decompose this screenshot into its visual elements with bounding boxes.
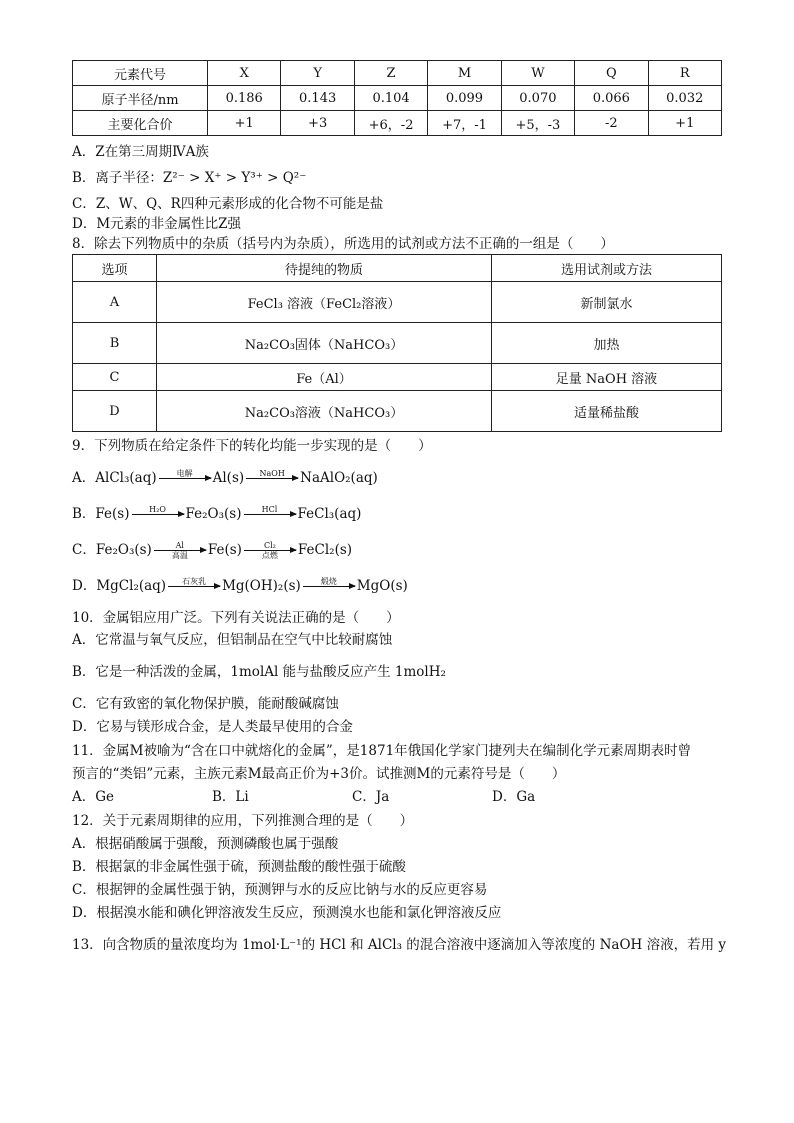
option-label: B． [72, 506, 96, 522]
table-cell: 原子半径/nm [73, 86, 208, 111]
reaction-arrow-icon [246, 469, 298, 488]
q10-option-c: C．它有致密的氧化物保护膜，能耐酸碱腐蚀 [72, 696, 339, 712]
q10-option-a: A．它常温与氧气反应，但铝制品在空气中比较耐腐蚀 [72, 632, 393, 648]
condition: H₂O [149, 505, 166, 514]
table-row [73, 111, 722, 136]
table-cell: Y [281, 61, 354, 86]
reaction-arrow-icon [303, 577, 355, 596]
condition: 石灰乳 [182, 577, 207, 586]
table-cell: Fe（Al） [157, 364, 492, 391]
reaction-arrow-icon [244, 505, 296, 524]
table-cell: 足量 NaOH 溶液 [492, 364, 722, 391]
q11-option-c: C．Ja [352, 789, 390, 805]
table-cell: 0.143 [281, 86, 354, 111]
q11-option-b: B．Li [212, 789, 249, 805]
table-cell: 加热 [492, 323, 722, 364]
table-row [73, 61, 722, 86]
q12-option-c: C．根据钾的金属性强于钠，预测钾与水的反应比钠与水的反应更容易 [72, 882, 488, 898]
q11-option-a: A．Ge [72, 789, 115, 805]
q10-option-b: B．它是一种活泼的金属，1molAl 能与盐酸反应产生 1molH₂ [72, 664, 446, 680]
q8-stem: 8．除去下列物质中的杂质（括号内为杂质），所选用的试剂或方法不正确的一组是（ ） [72, 236, 614, 252]
table-cell: Z [354, 61, 427, 86]
reaction-arrow-icon [132, 505, 184, 524]
reactant: AlCl₃(aq) [95, 470, 157, 486]
table-row [73, 255, 722, 282]
table-cell: 0.186 [208, 86, 281, 111]
q7-option-b-expr: Z²⁻ > X⁺ > Y³⁺ > Q²⁻ [162, 170, 307, 186]
table-cell: 新制氯水 [492, 282, 722, 323]
q10-stem: 10．金属铝应用广泛。下列有关说法正确的是（ ） [72, 610, 400, 626]
intermediate: Al(s) [212, 470, 245, 486]
table-cell: D [73, 391, 157, 432]
table-cell: 元素代号 [73, 61, 208, 86]
table-cell: C [73, 364, 157, 391]
intermediate: Mg(OH)₂(s) [222, 578, 301, 594]
condition: Al [175, 541, 184, 550]
q11-stem-line2: 预言的“类铝”元素，主族元素M最高正价为+3价。试推测M的元素符号是（ ） [72, 766, 566, 782]
product: NaAlO₂(aq) [300, 470, 378, 486]
intermediate: Fe₂O₃(s) [185, 506, 242, 522]
q11-options [72, 787, 722, 807]
condition: 点燃 [261, 551, 278, 560]
q11-option-d: D．Ga [492, 789, 536, 805]
reaction-arrow-icon [159, 469, 211, 488]
condition: NaOH [259, 469, 285, 478]
condition: 高温 [171, 551, 188, 560]
table-cell: +3 [281, 111, 354, 136]
table-row [73, 86, 722, 111]
table-cell: +7，-1 [428, 111, 501, 136]
q9-option-c [72, 540, 722, 560]
q9-stem: 9．下列物质在给定条件下的转化均能一步实现的是（ ） [72, 438, 432, 454]
q10-option-d: D．它易与镁形成合金，是人类最早使用的合金 [72, 719, 353, 735]
q12-stem: 12．关于元素周期律的应用，下列推测合理的是（ ） [72, 813, 414, 829]
q7-option-d: D．M元素的非金属性比Z强 [72, 216, 242, 232]
reactant: Fe(s) [95, 506, 130, 522]
q7-option-b-prefix: B．离子半径： [72, 170, 163, 186]
table-cell: 主要化合价 [73, 111, 208, 136]
table-row [73, 282, 722, 323]
table-cell: 选项 [73, 255, 157, 282]
reaction-arrow-icon [154, 541, 206, 560]
product: MgO(s) [356, 578, 408, 594]
option-label: C． [72, 542, 96, 558]
q12-option-d: D．根据溴水能和碘化钾溶液发生反应，预测溴水也能和氯化钾溶液反应 [72, 905, 502, 921]
product: FeCl₂(s) [297, 542, 353, 558]
q7-option-c: C．Z、W、Q、R四种元素形成的化合物不可能是盐 [72, 196, 384, 212]
q7-option-a: A．Z在第三周期ⅣA族 [72, 144, 209, 160]
intermediate: Fe(s) [207, 542, 242, 558]
reactant: Fe₂O₃(s) [95, 542, 152, 558]
table-cell: Na₂CO₃固体（NaHCO₃） [157, 323, 492, 364]
table-cell: -2 [575, 111, 648, 136]
table-cell: 0.066 [575, 86, 648, 111]
table-cell: 0.104 [354, 86, 427, 111]
table-cell: 选用试剂或方法 [492, 255, 722, 282]
table-cell: +1 [648, 111, 721, 136]
reactant: MgCl₂(aq) [96, 578, 167, 594]
condition: Cl₂ [263, 541, 276, 550]
q13-stem: 13．向含物质的量浓度均为 1mol·L⁻¹的 HCl 和 AlCl₃ 的混合溶液中逐滴加入等浓度的 NaOH 溶液，若用 y [72, 937, 727, 953]
table-row [73, 364, 722, 391]
reaction-arrow-icon [168, 577, 220, 596]
table-cell: 待提纯的物质 [157, 255, 492, 282]
table-cell: W [501, 61, 574, 86]
table-cell: +5，-3 [501, 111, 574, 136]
table-cell: 0.070 [501, 86, 574, 111]
table-cell: 0.032 [648, 86, 721, 111]
option-label: A． [72, 470, 96, 486]
table-cell: B [73, 323, 157, 364]
exam-page [72, 60, 727, 955]
table-cell: A [73, 282, 157, 323]
q9-option-d [72, 576, 722, 596]
table-row [73, 391, 722, 432]
condition: 电解 [176, 469, 193, 478]
table-cell: R [648, 61, 721, 86]
q12-option-a: A．根据硝酸属于强酸，预测磷酸也属于强酸 [72, 836, 339, 852]
reaction-arrow-icon [244, 541, 296, 560]
q9-option-b [72, 504, 722, 524]
condition: HCl [261, 505, 278, 514]
option-label: D． [72, 578, 97, 594]
table-cell: FeCl₃ 溶液（FeCl₂溶液） [157, 282, 492, 323]
q9-option-a [72, 468, 722, 488]
table-cell: +1 [208, 111, 281, 136]
purification-table [72, 254, 722, 432]
condition: 煅烧 [320, 577, 337, 586]
table-cell: Na₂CO₃溶液（NaHCO₃） [157, 391, 492, 432]
product: FeCl₃(aq) [297, 506, 362, 522]
table-row [73, 323, 722, 364]
table-cell: +6，-2 [354, 111, 427, 136]
q7-option-b [72, 168, 722, 188]
q11-stem-line1: 11．金属M被喻为“含在口中就熔化的金属”，是1871年俄国化学家门捷列夫在编制化学元素周期表时曾 [72, 743, 692, 759]
table-cell: M [428, 61, 501, 86]
table-cell: X [208, 61, 281, 86]
q12-option-b: B．根据氯的非金属性强于硫，预测盐酸的酸性强于硫酸 [72, 859, 406, 875]
table-cell: 0.099 [428, 86, 501, 111]
element-data-table [72, 60, 722, 136]
table-cell: Q [575, 61, 648, 86]
table-cell: 适量稀盐酸 [492, 391, 722, 432]
